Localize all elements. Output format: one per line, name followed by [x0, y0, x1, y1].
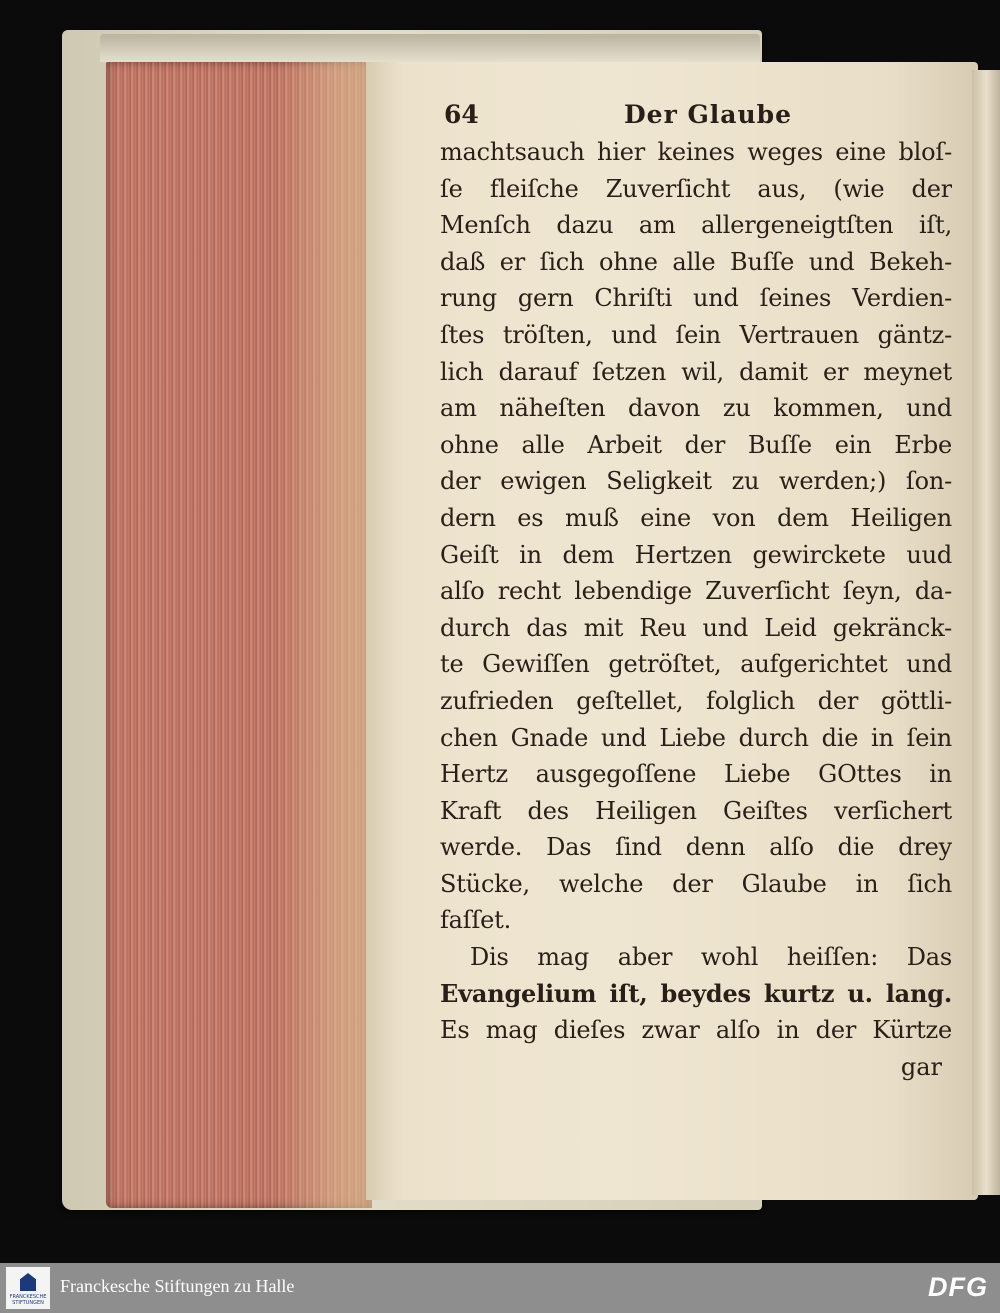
building-icon: [20, 1273, 36, 1291]
text-line: lich darauf ſetzen wil, damit er meynet: [440, 357, 952, 386]
text-line: der ewigen Seligkeit zu werden;) ſon-: [440, 467, 952, 496]
institution-name[interactable]: Franckesche Stiftungen zu Halle: [60, 1276, 295, 1296]
text-line: machtsauch hier keines weges eine bloſ-: [440, 138, 952, 166]
logo-caption: FRANCKESCHE STIFTUNGEN: [9, 1294, 47, 1306]
text-line: daß er ſich ohne alle Buſſe und Bekeh-: [440, 247, 952, 276]
text-line: Stücke, welche der Glaube in ſich: [440, 869, 952, 898]
page-text: [440, 96, 952, 1085]
page-block-edge: [106, 62, 372, 1208]
text-line: faſſet.: [440, 906, 512, 935]
text-line: ohne alle Arbeit der Buſſe ein Erbe: [440, 430, 952, 459]
text-line: Menſch dazu am allergeneigtſten iſt,: [440, 211, 952, 240]
page-header: [440, 96, 952, 134]
text-line: te Gewiſſen getröſtet, aufgerichtet und: [440, 650, 952, 679]
text-line: Geiſt in dem Hertzen gewirckete uud: [440, 540, 952, 569]
catchword: gar: [900, 1052, 942, 1081]
text-line: Hertz ausgegoſſene Liebe GOttes in: [440, 760, 952, 789]
page-number: 64: [444, 100, 479, 129]
footer-bar: [0, 1263, 1000, 1313]
text-line: dern es muß eine von dem Heiligen: [440, 503, 952, 532]
running-title: Der Glaube: [624, 100, 793, 129]
institution-logo[interactable]: [6, 1267, 50, 1309]
text-line: ſtes tröſten, und ſein Vertrauen gäntz-: [440, 320, 952, 349]
text-line: Dis mag aber wohl heiſſen: Das: [470, 943, 952, 972]
dfg-logo[interactable]: DFG: [928, 1272, 988, 1302]
text-line: rung gern Chriſti und ſeines Verdien-: [440, 284, 952, 313]
text-line: Kraft des Heiligen Geiſtes verſichert: [440, 796, 952, 825]
facing-page-edge: [972, 70, 1000, 1195]
text-line: am näheſten davon zu kommen, und: [440, 394, 952, 423]
text-line: Es mag dieſes zwar alſo in der Kürtze: [440, 1016, 952, 1045]
text-line: chen Gnade und Liebe durch die in ſein: [440, 723, 952, 752]
text-line: alſo recht lebendige Zuverſicht ſeyn, da-: [440, 577, 952, 606]
text-line: ſe fleiſche Zuverſicht aus, (wie der: [440, 174, 952, 203]
text-line: werde. Das ſind denn alſo die drey: [440, 833, 952, 862]
text-line: durch das mit Reu und Leid gekränck-: [440, 613, 952, 642]
text-line: zufrieden geſtellet, folglich der göttli-: [440, 686, 952, 715]
text-line: Evangelium iſt, beydes kurtz u. lang.: [440, 978, 952, 1008]
book-cover-top: [100, 34, 760, 62]
